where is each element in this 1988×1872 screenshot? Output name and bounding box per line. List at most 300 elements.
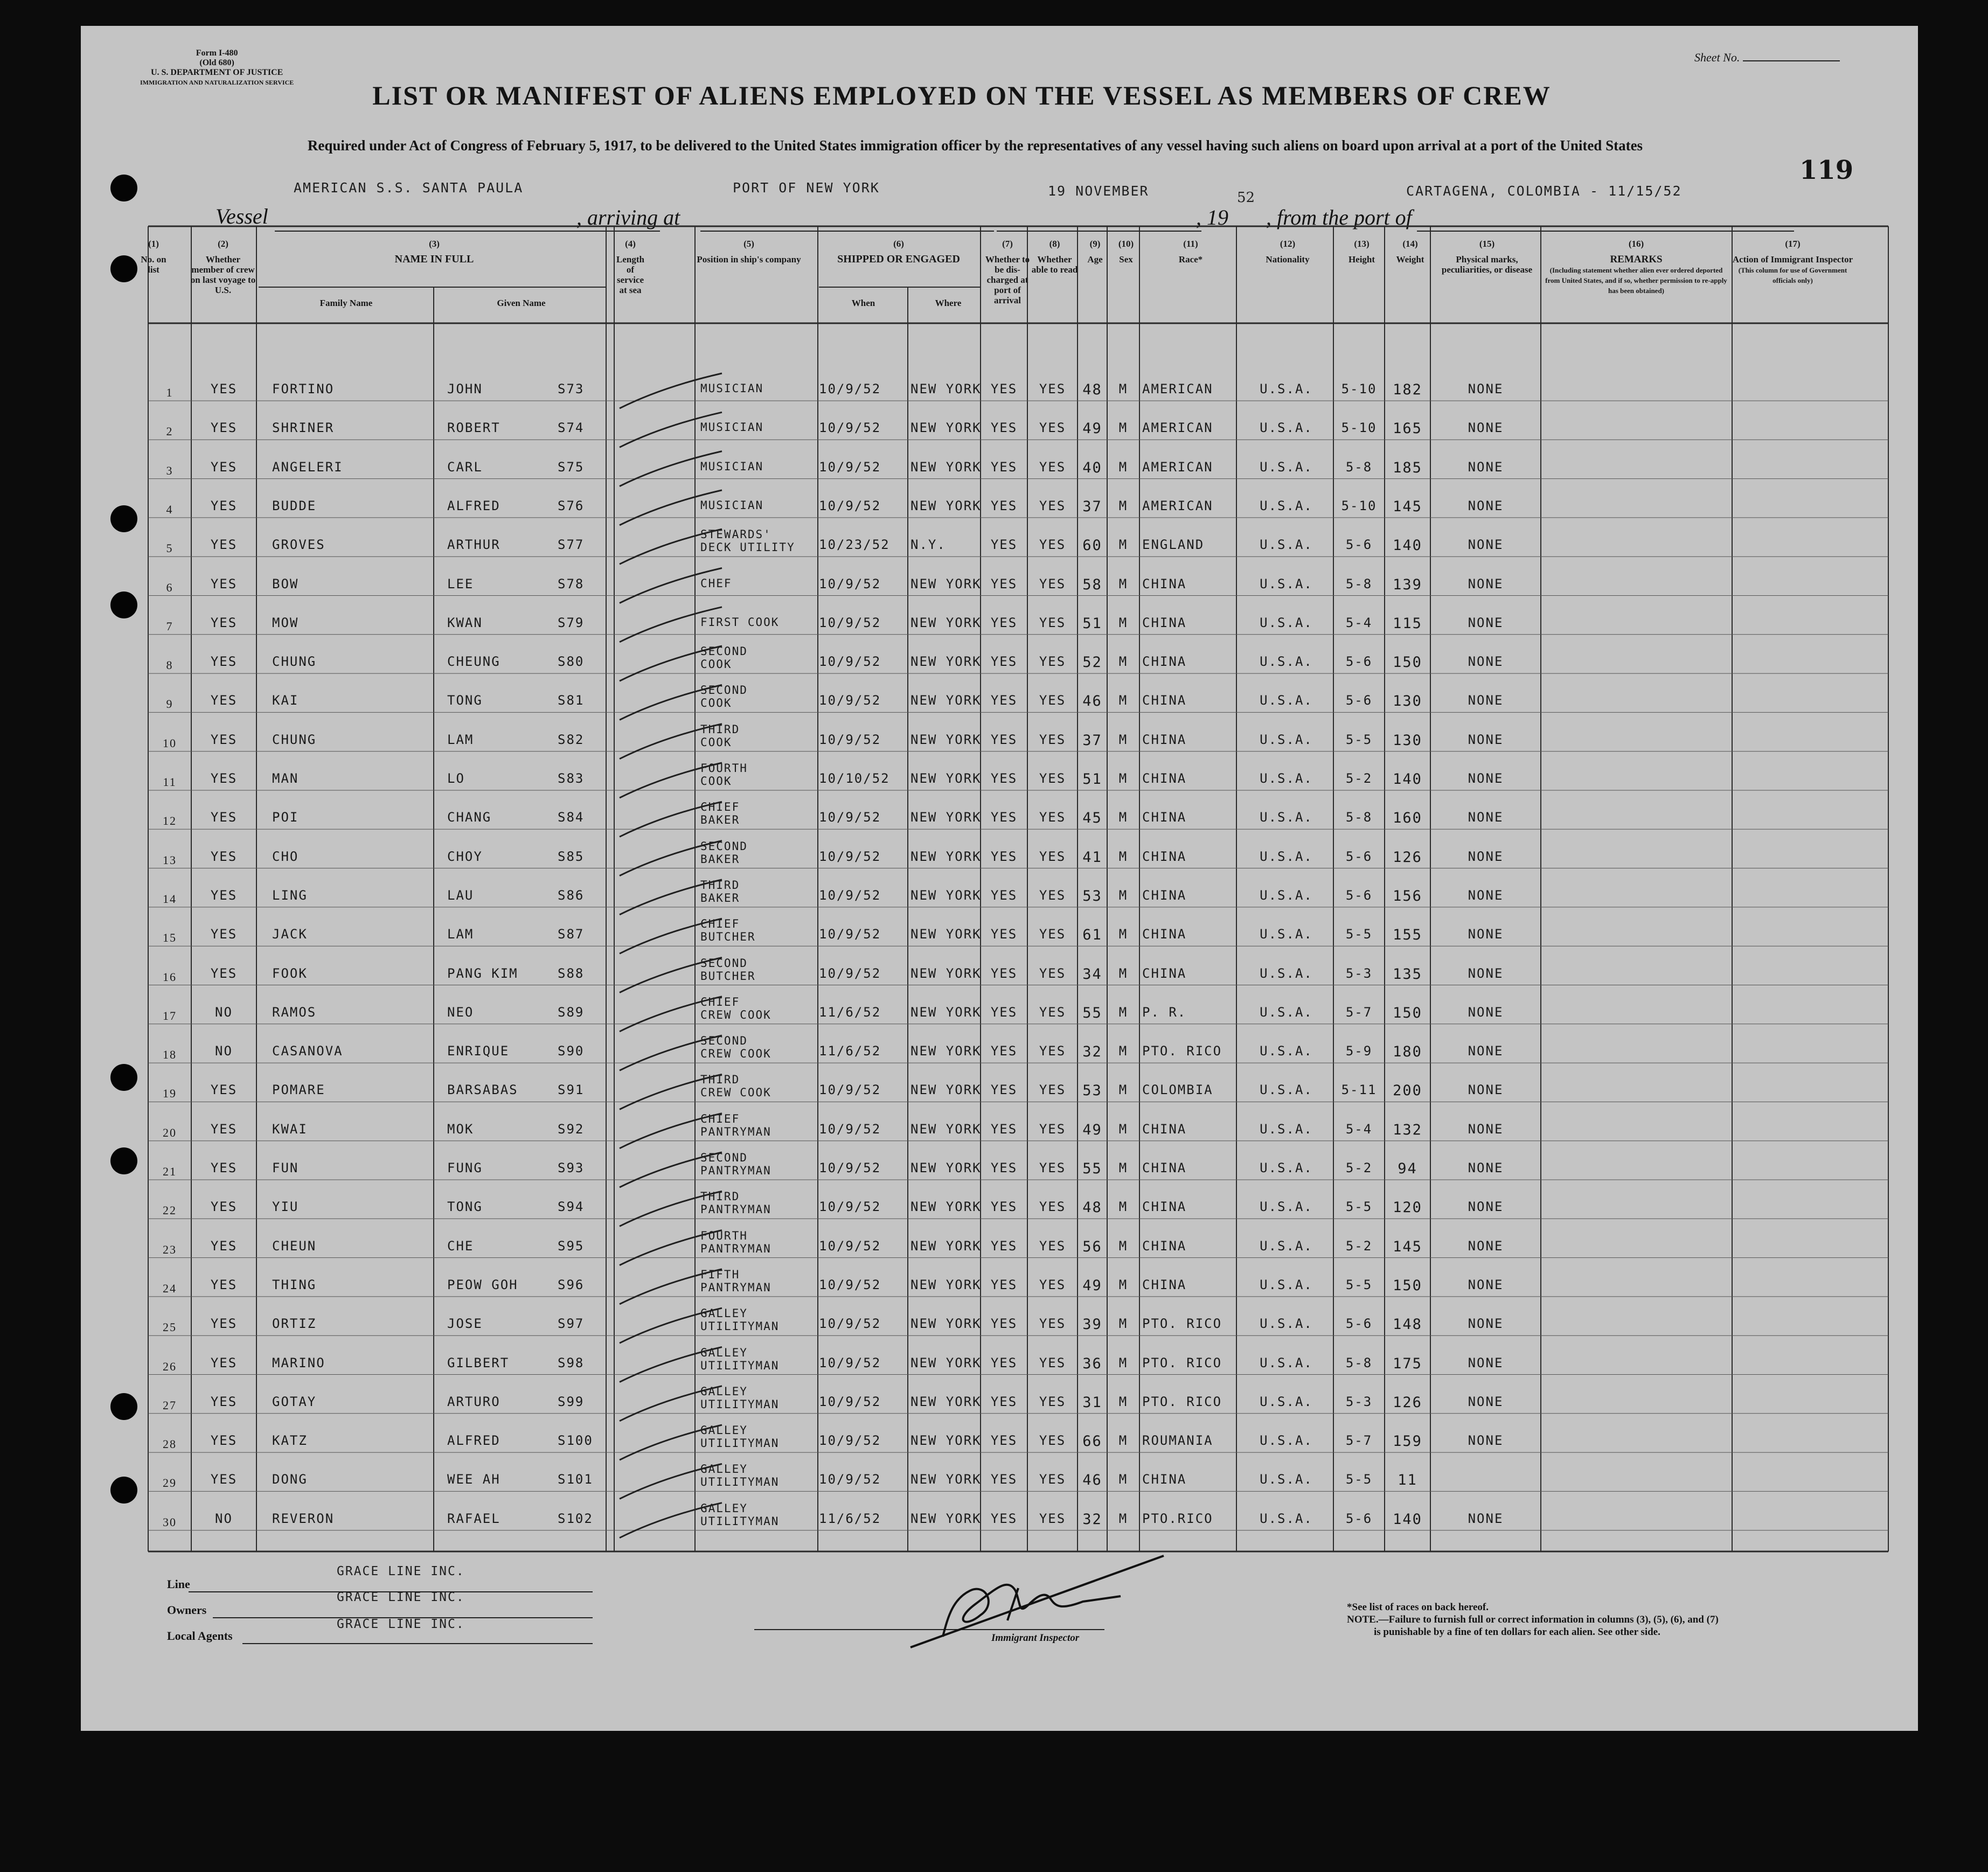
last-voyage-value: YES (210, 420, 238, 436)
shipped-date: 10/9/52 (819, 576, 881, 591)
race-value: CHINA (1142, 576, 1187, 591)
col-header-age: (9) Age (1087, 239, 1103, 265)
race-value: CHINA (1142, 1121, 1187, 1137)
crew-code: S97 (558, 1316, 585, 1332)
physical-marks-value: NONE (1468, 965, 1504, 981)
position-line-2: PANTRYMAN (700, 1125, 771, 1138)
discharged-value: YES (990, 1121, 1018, 1137)
footnote-races: *See list of races on back hereof. (1347, 1602, 1489, 1613)
age-value: 52 (1082, 654, 1102, 671)
position-line-2: UTILITYMAN (700, 1397, 780, 1411)
family-name: GOTAY (272, 1394, 317, 1409)
age-value: 32 (1082, 1043, 1102, 1061)
physical-marks-value: NONE (1468, 1277, 1504, 1292)
read-value: YES (1039, 887, 1066, 903)
weight-value: 180 (1393, 1043, 1422, 1061)
slash-mark (620, 607, 722, 642)
weight-value: 140 (1393, 537, 1422, 554)
read-value: YES (1039, 693, 1066, 708)
sex-value: M (1118, 1004, 1128, 1020)
age-value: 45 (1082, 810, 1102, 827)
shipped-date: 10/23/52 (819, 537, 890, 553)
race-value: PTO. RICO (1142, 1394, 1222, 1409)
crew-code: S88 (558, 965, 585, 981)
height-value: 5-8 (1345, 459, 1373, 475)
nationality-value: U.S.A. (1260, 848, 1313, 864)
race-value: AMERICAN (1142, 381, 1213, 396)
footnote-penalty: NOTE.—Failure to furnish full or correct information in columns (3), (5), (6), and (7) (1347, 1614, 1719, 1625)
height-value: 5-5 (1345, 732, 1373, 747)
read-value: YES (1039, 1433, 1066, 1449)
crew-code: S101 (558, 1472, 593, 1487)
col-header-discharged: (7) Whether to be dis-charged at port of arrival (985, 239, 1030, 305)
age-value: 51 (1082, 615, 1102, 632)
position-line-2: CREW COOK (700, 1008, 771, 1021)
weight-value: 185 (1393, 459, 1422, 476)
physical-marks-value: NONE (1468, 1316, 1504, 1332)
sex-value: M (1118, 576, 1128, 591)
race-value: CHINA (1142, 1238, 1187, 1254)
height-value: 5-2 (1345, 771, 1373, 786)
crew-code: S94 (558, 1199, 585, 1215)
height-value: 5-4 (1345, 1121, 1373, 1137)
race-value: CHINA (1142, 965, 1187, 981)
row-number: 12 (163, 814, 177, 828)
age-value: 48 (1082, 1199, 1102, 1216)
physical-marks-value: NONE (1468, 1004, 1504, 1020)
col-header-position: (5) Position in ship's company (697, 239, 801, 265)
age-value: 55 (1082, 1004, 1102, 1021)
nationality-value: U.S.A. (1260, 420, 1313, 436)
read-value: YES (1039, 576, 1066, 591)
shipped-date: 10/10/52 (819, 771, 890, 786)
inspector-label: Immigrant Inspector (991, 1632, 1080, 1644)
slash-mark (620, 1386, 722, 1421)
family-name: CHO (272, 848, 299, 864)
shipped-date: 10/9/52 (819, 381, 881, 396)
shipped-place: NEW YORK (910, 498, 982, 513)
height-value: 5-6 (1345, 1511, 1373, 1526)
weight-value: 145 (1393, 1238, 1422, 1255)
given-name: FUNG (447, 1160, 483, 1175)
col-header-read: (8) Whether able to read (1031, 239, 1078, 275)
position-line-2: COOK (700, 658, 732, 671)
discharged-value: YES (990, 615, 1018, 630)
age-value: 39 (1082, 1316, 1102, 1333)
shipped-place: NEW YORK (910, 1277, 982, 1292)
discharged-value: YES (990, 927, 1018, 942)
read-value: YES (1039, 1004, 1066, 1020)
height-value: 5-10 (1341, 381, 1377, 396)
col-header-height: (13) Height (1348, 239, 1375, 265)
physical-marks-value: NONE (1468, 732, 1504, 747)
family-name: POMARE (272, 1082, 325, 1098)
race-value: CHINA (1142, 732, 1187, 747)
slash-mark (620, 1425, 722, 1460)
slash-mark (620, 646, 722, 681)
position-line-1: FIFTH (700, 1268, 740, 1281)
col-header-weight: (14) Weight (1396, 239, 1424, 265)
read-value: YES (1039, 459, 1066, 475)
physical-marks-value: NONE (1468, 1199, 1504, 1215)
last-voyage-value: YES (210, 381, 238, 396)
slash-mark (620, 1114, 722, 1149)
form-old-number: (Old 680) (199, 58, 234, 67)
service-slash-marks (620, 373, 722, 1538)
last-voyage-value: YES (210, 1082, 238, 1098)
arriving-label: , arriving at (576, 205, 680, 229)
race-value: ROUMANIA (1142, 1433, 1213, 1449)
crew-code: S80 (558, 654, 585, 670)
age-value: 36 (1082, 1355, 1102, 1372)
given-name: CHANG (447, 810, 492, 825)
given-name: LEE (447, 576, 474, 591)
slash-mark (620, 1191, 722, 1226)
age-value: 31 (1082, 1394, 1102, 1411)
given-name: ENRIQUE (447, 1043, 510, 1059)
shipped-place: N.Y. (910, 537, 946, 553)
col-header-shipped: (6) SHIPPED OR ENGAGED (837, 239, 960, 265)
read-value: YES (1039, 1082, 1066, 1098)
col-header-inspector-action: (17) Action of Immigrant Inspector (This column for use of Government officials only) (1732, 239, 1853, 284)
owners-value: GRACE LINE INC. (337, 1590, 465, 1604)
table-rulings (148, 226, 1888, 1551)
weight-value: 94 (1398, 1160, 1417, 1177)
crew-code: S91 (558, 1082, 585, 1098)
overlay-marks (81, 26, 1918, 1731)
shipped-date: 10/9/52 (819, 1277, 881, 1292)
shipped-date: 10/9/52 (819, 654, 881, 670)
physical-marks-value: NONE (1468, 1082, 1504, 1098)
read-value: YES (1039, 771, 1066, 786)
family-name: DONG (272, 1472, 308, 1487)
physical-marks-value: NONE (1468, 420, 1504, 436)
race-value: PTO. RICO (1142, 1043, 1222, 1059)
age-value: 61 (1082, 927, 1102, 944)
crew-code: S86 (558, 887, 585, 903)
given-name: LAM (447, 927, 474, 942)
sex-value: M (1118, 771, 1128, 786)
last-voyage-value: YES (210, 498, 238, 513)
physical-marks-value: NONE (1468, 927, 1504, 942)
discharged-value: YES (990, 1082, 1018, 1098)
col-header-nationality: (12) Nationality (1266, 239, 1310, 265)
nationality-value: U.S.A. (1260, 537, 1313, 553)
position-line-2: CREW COOK (700, 1086, 771, 1099)
shipped-date: 10/9/52 (819, 1160, 881, 1175)
shipped-place: NEW YORK (910, 771, 982, 786)
weight-value: 139 (1393, 576, 1422, 593)
position-line-1: GALLEY (700, 1463, 748, 1476)
row-number: 26 (163, 1359, 177, 1373)
sex-value: M (1118, 965, 1128, 981)
crew-code: S96 (558, 1277, 585, 1292)
height-value: 5-6 (1345, 537, 1373, 553)
position-line-2: BUTCHER (700, 969, 756, 983)
row-number: 17 (163, 1008, 177, 1022)
read-value: YES (1039, 1121, 1066, 1137)
position-line-2: COOK (700, 735, 732, 749)
shipped-place: NEW YORK (910, 1043, 982, 1059)
race-value: PTO.RICO (1142, 1511, 1213, 1526)
sex-value: M (1118, 1277, 1128, 1292)
given-name: TONG (447, 1199, 483, 1215)
discharged-value: YES (990, 1043, 1018, 1059)
race-value: PTO. RICO (1142, 1316, 1222, 1332)
family-name: RAMOS (272, 1004, 317, 1020)
shipped-date: 11/6/52 (819, 1004, 881, 1020)
discharged-value: YES (990, 1199, 1018, 1215)
age-value: 56 (1082, 1238, 1102, 1255)
position-line-1: FOURTH (700, 1229, 748, 1242)
family-name: MAN (272, 771, 299, 786)
weight-value: 156 (1393, 887, 1422, 904)
col-header-service: (4) Length of service at sea (616, 239, 644, 295)
sex-value: M (1118, 1238, 1128, 1254)
shipped-place: NEW YORK (910, 1199, 982, 1215)
document-subtitle: Required under Act of Congress of February 5, 1917, to be delivered to the United States immigration officer by the representatives of any vessel having such aliens on board upon arrival at a port of the United States (307, 137, 1643, 154)
nationality-value: U.S.A. (1260, 732, 1313, 747)
race-value: CHINA (1142, 693, 1187, 708)
physical-marks-value: NONE (1468, 771, 1504, 786)
crew-code: S95 (558, 1238, 585, 1254)
crew-code: S87 (558, 927, 585, 942)
height-value: 5-6 (1345, 693, 1373, 708)
given-name: ARTURO (447, 1394, 501, 1409)
given-name: LAM (447, 732, 474, 747)
height-value: 5-9 (1345, 1043, 1373, 1059)
nationality-value: U.S.A. (1260, 965, 1313, 981)
col-header-remarks: (16) REMARKS (Including statement whether alien ever ordered deported from United States, and if so, whether permission to re-apply has been obtained) (1545, 239, 1727, 295)
family-name: CASANOVA (272, 1043, 343, 1059)
nationality-value: U.S.A. (1260, 1394, 1313, 1409)
slash-mark (620, 997, 722, 1032)
shipped-date: 10/9/52 (819, 1238, 881, 1254)
row-number: 10 (163, 736, 177, 750)
read-value: YES (1039, 1472, 1066, 1487)
slash-mark (620, 373, 722, 408)
height-value: 5-5 (1345, 927, 1373, 942)
physical-marks-value: NONE (1468, 693, 1504, 708)
nationality-value: U.S.A. (1260, 927, 1313, 942)
shipped-date: 10/9/52 (819, 1394, 881, 1409)
read-value: YES (1039, 810, 1066, 825)
owners-label: Owners (167, 1603, 207, 1617)
race-value: CHINA (1142, 810, 1187, 825)
family-name: GROVES (272, 537, 325, 553)
position-line-1: SECOND (700, 684, 748, 697)
local-agents-label: Local Agents (167, 1629, 233, 1643)
position-line-1: THIRD (700, 878, 740, 892)
crew-code: S100 (558, 1433, 593, 1449)
age-value: 53 (1082, 1082, 1102, 1099)
position-line-1: GALLEY (700, 1307, 748, 1320)
shipped-place: NEW YORK (910, 1004, 982, 1020)
family-name: KATZ (272, 1433, 308, 1449)
given-name: ALFRED (447, 498, 501, 513)
family-name: SHRINER (272, 420, 335, 436)
read-value: YES (1039, 420, 1066, 436)
shipped-place: NEW YORK (910, 887, 982, 903)
nationality-value: U.S.A. (1260, 1043, 1313, 1059)
discharged-value: YES (990, 1511, 1018, 1526)
last-voyage-value: YES (210, 1160, 238, 1175)
shipped-date: 10/9/52 (819, 927, 881, 942)
weight-value: 132 (1393, 1121, 1422, 1138)
last-voyage-value: NO (215, 1043, 233, 1059)
height-value: 5-5 (1345, 1199, 1373, 1215)
discharged-value: YES (990, 1238, 1018, 1254)
last-voyage-value: YES (210, 1316, 238, 1332)
row-number: 20 (163, 1125, 177, 1139)
discharged-value: YES (990, 732, 1018, 747)
physical-marks-value: NONE (1468, 848, 1504, 864)
crew-code: S84 (558, 810, 585, 825)
slash-mark (620, 763, 722, 798)
crew-code: S76 (558, 498, 585, 513)
shipped-place: NEW YORK (910, 654, 982, 670)
row-number: 2 (166, 424, 173, 439)
weight-value: 182 (1393, 381, 1422, 398)
position-line-1: GALLEY (700, 1424, 748, 1437)
sex-value: M (1118, 1394, 1128, 1409)
family-name: YIU (272, 1199, 299, 1215)
given-name: JOSE (447, 1316, 483, 1332)
nationality-value: U.S.A. (1260, 1511, 1313, 1526)
footnote-penalty-cont: is punishable by a fine of ten dollars for each alien. See other side. (1374, 1626, 1660, 1638)
shipped-place: NEW YORK (910, 732, 982, 747)
family-name: THING (272, 1277, 317, 1292)
row-number: 6 (166, 580, 173, 594)
age-value: 60 (1082, 537, 1102, 554)
sex-value: M (1118, 927, 1128, 942)
physical-marks-value: NONE (1468, 1433, 1504, 1449)
crew-code: S83 (558, 771, 585, 786)
shipped-place: NEW YORK (910, 1355, 982, 1370)
position-line-1: SECOND (700, 956, 748, 970)
position-line-1: STEWARDS' (700, 528, 771, 541)
sex-value: M (1118, 420, 1128, 436)
height-value: 5-10 (1341, 420, 1377, 436)
col-header-where: Where (935, 298, 962, 308)
page-number: 119 (1799, 155, 1854, 185)
shipped-date: 10/9/52 (819, 1355, 881, 1370)
nationality-value: U.S.A. (1260, 459, 1313, 475)
position-line-1: SECOND (700, 1034, 748, 1048)
row-number: 3 (166, 463, 173, 477)
given-name: WEE AH (447, 1472, 501, 1487)
crew-code: S92 (558, 1121, 585, 1137)
position-line-2: DECK UTILITY (700, 541, 795, 554)
slash-mark (620, 1308, 722, 1343)
row-number: 22 (163, 1203, 177, 1217)
physical-marks-value: NONE (1468, 1238, 1504, 1254)
physical-marks-value: NONE (1468, 1355, 1504, 1370)
last-voyage-value: YES (210, 654, 238, 670)
shipped-date: 10/9/52 (819, 420, 881, 436)
race-value: ENGLAND (1142, 537, 1205, 553)
family-name: BOW (272, 576, 299, 591)
physical-marks-value: NONE (1468, 498, 1504, 513)
position-line-1: CHIEF (700, 917, 740, 931)
nationality-value: U.S.A. (1260, 654, 1313, 670)
local-agents-value: GRACE LINE INC. (337, 1617, 465, 1631)
position-line-1: MUSICIAN (700, 382, 764, 395)
row-number: 8 (166, 658, 173, 672)
weight-value: 130 (1393, 732, 1422, 749)
line-label: Line (167, 1577, 190, 1591)
discharged-value: YES (990, 1355, 1018, 1370)
race-value: CHINA (1142, 771, 1187, 786)
last-voyage-value: YES (210, 1433, 238, 1449)
department-name: U. S. DEPARTMENT OF JUSTICE (150, 68, 283, 77)
physical-marks-value: NONE (1468, 537, 1504, 553)
last-voyage-value: NO (215, 1004, 233, 1020)
read-value: YES (1039, 732, 1066, 747)
row-number: 28 (163, 1437, 177, 1451)
col-header-name: (3) NAME IN FULL (394, 239, 474, 265)
age-value: 32 (1082, 1511, 1102, 1528)
sex-value: M (1118, 1199, 1128, 1215)
shipped-date: 10/9/52 (819, 1082, 881, 1098)
slash-mark (620, 1464, 722, 1499)
discharged-value: YES (990, 1004, 1018, 1020)
sex-value: M (1118, 1472, 1128, 1487)
height-value: 5-10 (1341, 498, 1377, 513)
last-voyage-value: YES (210, 1199, 238, 1215)
position-line-1: THIRD (700, 1073, 740, 1087)
family-name: JACK (272, 927, 308, 942)
age-value: 37 (1082, 498, 1102, 515)
race-value: AMERICAN (1142, 498, 1213, 513)
nationality-value: U.S.A. (1260, 498, 1313, 513)
shipped-place: NEW YORK (910, 1394, 982, 1409)
physical-marks-value: NONE (1468, 1121, 1504, 1137)
read-value: YES (1039, 1316, 1066, 1332)
shipped-place: NEW YORK (910, 693, 982, 708)
height-value: 5-6 (1345, 1316, 1373, 1332)
given-name: PANG KIM (447, 965, 518, 981)
discharged-value: YES (990, 654, 1018, 670)
slash-mark (620, 529, 722, 564)
read-value: YES (1039, 1043, 1066, 1059)
weight-value: 140 (1393, 771, 1422, 788)
sheet-number-label: Sheet No. (1694, 51, 1740, 64)
height-value: 5-8 (1345, 810, 1373, 825)
sex-value: M (1118, 381, 1128, 396)
last-voyage-value: YES (210, 615, 238, 630)
shipped-date: 10/9/52 (819, 615, 881, 630)
shipped-place: NEW YORK (910, 420, 982, 436)
age-value: 58 (1082, 576, 1102, 593)
physical-marks-value: NONE (1468, 615, 1504, 630)
slash-mark (620, 1074, 722, 1109)
family-name: MARINO (272, 1355, 325, 1370)
discharged-value: YES (990, 1316, 1018, 1332)
discharged-value: YES (990, 1433, 1018, 1449)
shipped-place: NEW YORK (910, 1160, 982, 1175)
read-value: YES (1039, 1199, 1066, 1215)
shipped-date: 10/9/52 (819, 1199, 881, 1215)
shipped-place: NEW YORK (910, 810, 982, 825)
nationality-value: U.S.A. (1260, 1004, 1313, 1020)
read-value: YES (1039, 1160, 1066, 1175)
col-header-when: When (851, 298, 875, 308)
slash-mark (620, 841, 722, 876)
weight-value: 120 (1393, 1199, 1422, 1216)
shipped-place: NEW YORK (910, 848, 982, 864)
nationality-value: U.S.A. (1260, 381, 1313, 396)
